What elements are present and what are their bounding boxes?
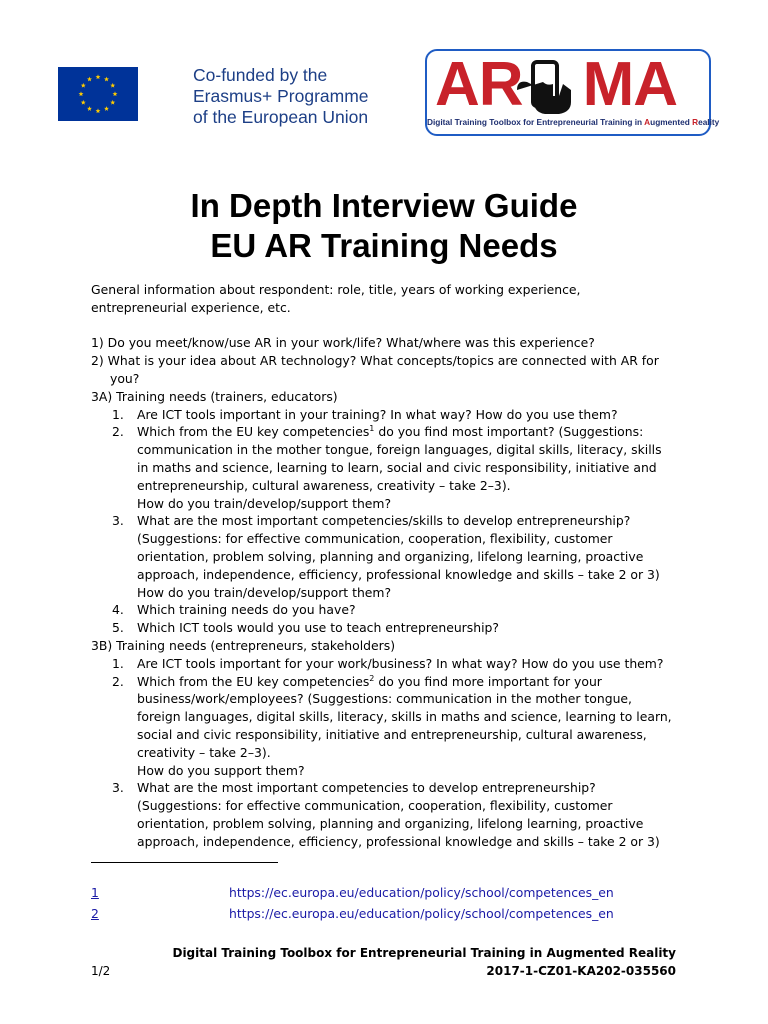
list-item: 4. Which training needs do you have?	[112, 602, 356, 618]
page-number: 1/2	[91, 964, 111, 978]
question-1: 1) Do you meet/know/use AR in your work/life? What/where was this experience?	[91, 335, 595, 351]
page-title: In Depth Interview Guide	[190, 187, 578, 224]
eu-star-icon	[96, 108, 101, 113]
eu-star-icon	[104, 77, 109, 82]
eu-star-icon	[96, 74, 101, 79]
aroma-logo	[425, 49, 720, 136]
footnote-2-link[interactable]: 2 https://ec.europa.eu/education/policy/school/competences_en	[91, 906, 614, 921]
eu-flag-icon	[58, 67, 138, 121]
list-item: 1. Are ICT tools important for your work/business? In what way? How do you use them?	[112, 655, 664, 671]
eu-logo-text: Co-funded by the Erasmus+ Programme of the European Union	[193, 65, 369, 127]
eu-star-icon	[87, 77, 92, 82]
eu-star-icon	[87, 106, 92, 111]
page-subtitle: EU AR Training Needs	[210, 227, 558, 264]
eu-star-icon	[110, 83, 115, 88]
aroma-wordmark: AR MA	[435, 50, 677, 119]
section-3b-heading: 3B) Training needs (entrepreneurs, stakeholders)	[91, 637, 396, 653]
footnote-divider	[91, 862, 278, 863]
eu-star-icon	[110, 100, 115, 105]
section-3a-list	[91, 406, 691, 637]
project-code: 2017-1-CZ01-KA202-035560	[486, 964, 676, 978]
eu-star-icon	[113, 91, 118, 96]
footnote-ref[interactable]: 1	[369, 424, 375, 434]
question-2-continued: you?	[110, 370, 140, 386]
footnote-1-link[interactable]: 1 https://ec.europa.eu/education/policy/school/competences_en	[91, 885, 614, 900]
interview-guide-body	[91, 281, 691, 851]
eu-star-icon	[104, 106, 109, 111]
section-3a-heading: 3A) Training needs (trainers, educators)	[91, 388, 338, 404]
list-item: 1. Are ICT tools important in your training? In what way? How do you use them?	[112, 406, 618, 422]
question-2: 2) What is your idea about AR technology? What concepts/topics are connected with AR for	[91, 353, 659, 369]
list-item: 3. What are the most important competencies to develop entrepreneurship? (Suggestions: for effective communication, cooperation, flexibility, customer orientation, problem solving, planning and organizing, lifelong learning, proactive approach, independence, efficiency, professional knowledge and skills – take 2 or 3)	[112, 780, 660, 849]
section-3b-list	[91, 655, 691, 851]
list-item: 2. Which from the EU key competencies$^2$ do you find more important for your business/work/employees? (Suggestions: communication in the mother tongue, foreign languages, digital skills, literacy, skills in maths and science, learning to learn, social and civic responsibility, initiative and entrepreneurship, cultural awareness, creativity – take 2–3). How do you support them?	[112, 673, 672, 778]
list-item: 5. Which ICT tools would you use to teach entrepreneurship?	[112, 620, 499, 636]
footer-title: Digital Training Toolbox for Entrepreneurial Training in Augmented Reality	[172, 946, 676, 960]
list-item: 2. Which from the EU key competencies$^1$ do you find most important? (Suggestions: communication in the mother tongue, foreign languages, digital skills, literacy, skills in maths and science, learning to learn, social and civic responsibility, initiative and entrepreneurship, cultural awareness, creativity – take 2–3). How do you train/develop/support them?	[112, 424, 662, 511]
smartphone-hand-icon	[513, 56, 577, 120]
intro-text: General information about respondent: role, title, years of working experience,	[91, 282, 581, 297]
eu-star-icon	[81, 100, 86, 105]
aroma-tagline: Digital Training Toolbox for Entrepreneurial Training in Augmented Reality	[427, 117, 720, 127]
eu-erasmus-logo	[40, 55, 369, 135]
eu-star-icon	[79, 91, 84, 96]
footnote-ref[interactable]: 2	[369, 673, 375, 683]
eu-star-icon	[81, 83, 86, 88]
list-item: 3. What are the most important competencies/skills to develop entrepreneurship? (Suggestions: for effective communication, cooperation, flexibility, customer orientation, problem solving, planning and organizing, lifelong learning, proactive approach, independence, efficiency, professional knowledge and skills – take 2 or 3) How do you train/develop/support them?	[112, 513, 660, 600]
intro-text: entrepreneurial experience, etc.	[91, 299, 291, 315]
